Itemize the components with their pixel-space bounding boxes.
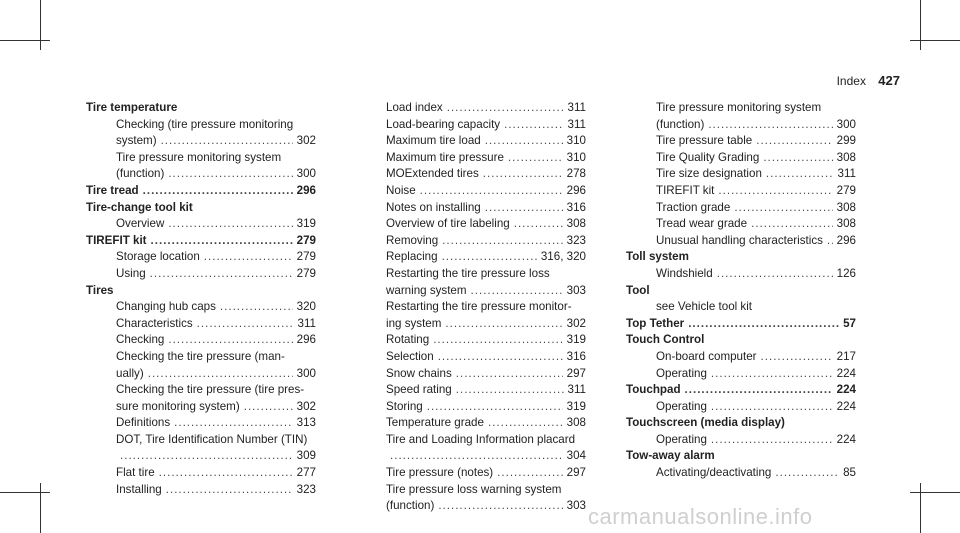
index-entry (86, 150, 316, 167)
entry-text: sure monitoring system) (116, 399, 240, 413)
leader-dots (766, 166, 834, 183)
page-reference[interactable]: 224 (836, 399, 856, 413)
entry-text: (function) (386, 499, 435, 513)
entry-text: Tire Quality Grading (656, 150, 760, 164)
entry-text: Using (116, 266, 146, 280)
leader-dots (711, 366, 833, 383)
entry-text: Tire pressure monitoring system (116, 150, 282, 164)
entry-text: TIREFIT kit (656, 183, 715, 197)
page-reference[interactable]: 319 (566, 333, 586, 347)
crop-mark (40, 483, 41, 533)
entry-text: Touchscreen (media display) (626, 416, 785, 430)
index-entry (86, 316, 316, 333)
leader-dots (471, 283, 563, 300)
index-heading (626, 382, 856, 399)
index-entry (86, 349, 316, 366)
page-reference[interactable]: 296 (566, 183, 586, 197)
index-heading (86, 283, 316, 300)
leader-dots (420, 183, 563, 200)
index-entry (86, 465, 316, 482)
entry-text: Replacing (386, 250, 438, 264)
leader-dots (508, 150, 563, 167)
leader-dots (763, 150, 832, 167)
leader-dots (197, 316, 294, 333)
leader-dots (456, 382, 564, 399)
crop-mark (920, 483, 921, 533)
index-entry (86, 399, 316, 416)
index-entry (626, 233, 856, 250)
index-entry (356, 150, 586, 167)
index-entry (86, 133, 316, 150)
page-reference[interactable]: 319 (296, 217, 316, 231)
index-entry (86, 332, 316, 349)
index-entry (626, 100, 856, 117)
page-reference[interactable]: 311 (567, 383, 586, 397)
page-reference[interactable]: 316 (566, 349, 586, 363)
index-entry (356, 349, 586, 366)
leader-dots (497, 465, 562, 482)
entry-text: Tires (86, 283, 114, 297)
leader-dots (756, 133, 832, 150)
index-entry (356, 100, 586, 117)
index-entry (626, 432, 856, 449)
index-heading (626, 283, 856, 300)
page-reference[interactable]: 310 (566, 150, 586, 164)
leader-dots (390, 448, 563, 465)
page-reference[interactable]: 311 (567, 101, 586, 114)
index-heading (86, 200, 316, 217)
crop-mark (0, 492, 50, 493)
entry-text: Changing hub caps (116, 300, 216, 314)
index-heading (626, 448, 856, 465)
entry-text: Removing (386, 233, 439, 247)
leader-dots (734, 200, 832, 217)
index-entry (626, 399, 856, 416)
entry-text: Touchpad (626, 383, 681, 397)
entry-text: (function) (116, 167, 165, 181)
index-entry (356, 465, 586, 482)
page-reference[interactable]: 296 (836, 233, 856, 247)
index-heading (626, 316, 856, 333)
page-reference[interactable]: 308 (566, 416, 586, 430)
index-entry (86, 166, 316, 183)
leader-dots (711, 432, 833, 449)
page-reference[interactable]: 299 (836, 134, 856, 148)
entry-text: Tire temperature (86, 101, 178, 114)
leader-dots (438, 349, 563, 366)
leader-dots (148, 366, 293, 383)
section-label: Index (836, 74, 866, 88)
leader-dots (688, 316, 839, 333)
crop-mark (40, 0, 41, 50)
index-entry (86, 432, 316, 449)
entry-text: Tire pressure table (656, 134, 753, 148)
leader-dots (244, 399, 293, 416)
entry-text: Restarting the tire pressure monitor- (386, 300, 572, 314)
page-reference[interactable]: 320 (296, 300, 316, 314)
index-entry (626, 183, 856, 200)
entry-text: Speed rating (386, 383, 452, 397)
leader-dots (775, 465, 839, 482)
leader-dots (168, 332, 292, 349)
page-reference[interactable]: 308 (836, 217, 856, 231)
crop-mark (920, 0, 921, 50)
leader-dots (168, 216, 292, 233)
leader-dots (150, 266, 293, 283)
page-reference[interactable]: 311 (837, 167, 856, 181)
page-reference[interactable]: 316, 320 (540, 250, 586, 264)
entry-text: Load-bearing capacity (386, 117, 501, 131)
index-entry (626, 150, 856, 167)
index-heading (626, 415, 856, 432)
entry-text: ually) (116, 366, 144, 380)
entry-text: Maximum tire load (386, 134, 481, 148)
leader-dots (166, 482, 293, 499)
leader-dots (504, 117, 563, 134)
leader-dots (204, 249, 293, 266)
leader-dots (761, 349, 833, 366)
entry-text: Operating (656, 399, 707, 413)
entry-text: Overview of tire labeling (386, 217, 510, 231)
page-reference[interactable]: 279 (836, 183, 856, 197)
entry-text: Overview (116, 217, 165, 231)
page-header (837, 73, 900, 88)
leader-dots (442, 233, 562, 250)
page-reference[interactable]: 303 (566, 499, 586, 513)
page-reference[interactable]: 224 (836, 432, 856, 446)
entry-text: Traction grade (656, 200, 731, 214)
entry-text: Notes on installing (386, 200, 481, 214)
index-entry (356, 399, 586, 416)
entry-text: system) (116, 134, 157, 148)
page-reference[interactable]: 304 (566, 449, 586, 463)
page-reference[interactable]: 279 (296, 233, 316, 247)
index-entry (626, 366, 856, 383)
page-reference[interactable]: 277 (296, 466, 316, 480)
entry-text: Load index (386, 101, 443, 114)
entry-text: Snow chains (386, 366, 452, 380)
leader-dots (427, 399, 563, 416)
page-reference[interactable]: 323 (566, 233, 586, 247)
page-reference[interactable]: 57 (843, 316, 856, 330)
leader-dots (120, 448, 293, 465)
entry-text: Definitions (116, 416, 171, 430)
index-entry (356, 366, 586, 383)
index-entry (626, 465, 856, 482)
index-entry (356, 482, 586, 499)
entry-text: Characteristics (116, 316, 193, 330)
page-reference[interactable]: 296 (296, 183, 316, 197)
page-number: 427 (878, 73, 900, 88)
page-reference[interactable]: 126 (836, 266, 856, 280)
entry-text: Tread wear grade (656, 217, 748, 231)
page-reference[interactable]: 308 (836, 200, 856, 214)
index-entry (356, 249, 586, 266)
index-entry (86, 448, 316, 465)
entry-text: Checking the tire pressure (tire pres- (116, 383, 305, 397)
page-reference[interactable]: 302 (296, 134, 316, 148)
index-entry (86, 299, 316, 316)
page-reference[interactable]: 316 (566, 200, 586, 214)
index-heading (86, 233, 316, 250)
page-reference[interactable]: 279 (296, 266, 316, 280)
leader-dots (751, 216, 833, 233)
page-reference[interactable]: 319 (566, 399, 586, 413)
page-reference[interactable]: 297 (566, 466, 586, 480)
entry-text: Operating (656, 366, 707, 380)
watermark: carmanualsonline.info (588, 504, 813, 529)
index-entry (626, 266, 856, 283)
entry-text: Maximum tire pressure (386, 150, 504, 164)
leader-dots (220, 299, 293, 316)
entry-text: Unusual handling characteristics (656, 233, 823, 247)
page-reference[interactable]: 85 (843, 466, 856, 480)
index-entry (626, 216, 856, 233)
page-reference[interactable]: 313 (296, 416, 316, 430)
index-entry (356, 382, 586, 399)
page-reference[interactable]: 279 (296, 250, 316, 264)
index-entry (356, 498, 586, 515)
page-reference[interactable]: 224 (836, 383, 856, 397)
leader-dots (485, 200, 563, 217)
leader-dots (685, 382, 833, 399)
leader-dots (161, 133, 293, 150)
entry-text: Installing (116, 482, 162, 496)
leader-dots (514, 216, 563, 233)
entry-text: Tow-away alarm (626, 449, 715, 463)
index-entry (626, 133, 856, 150)
page-reference[interactable]: 302 (296, 399, 316, 413)
page-reference[interactable]: 311 (297, 316, 316, 330)
entry-text: Touch Control (626, 333, 705, 347)
entry-text: Top Tether (626, 316, 685, 330)
leader-dots (433, 332, 562, 349)
entry-text: Selection (386, 349, 434, 363)
entry-text: Tire-change tool kit (86, 200, 193, 214)
page-reference[interactable]: 311 (567, 117, 586, 131)
entry-text: TIREFIT kit (86, 233, 147, 247)
entry-text: Rotating (386, 333, 430, 347)
crop-mark (0, 40, 50, 41)
leader-dots (718, 183, 832, 200)
index-entry (356, 415, 586, 432)
entry-text: Temperature grade (386, 416, 484, 430)
entry-text: Restarting the tire pressure loss (386, 266, 550, 280)
entry-text: warning system (386, 283, 467, 297)
index-entry (86, 266, 316, 283)
entry-text: Tire size designation (656, 167, 762, 181)
leader-dots (159, 465, 293, 482)
page-reference[interactable]: 303 (566, 283, 586, 297)
index-entry (356, 299, 586, 316)
page-reference[interactable]: 310 (566, 134, 586, 148)
page-reference[interactable]: 300 (836, 117, 856, 131)
index-entry (356, 332, 586, 349)
index-column-3 (626, 100, 856, 482)
index-entry (356, 216, 586, 233)
leader-dots (174, 415, 293, 432)
index-entry (356, 183, 586, 200)
entry-text: MOExtended tires (386, 167, 479, 181)
entry-text: Tire pressure (notes) (386, 466, 494, 480)
index-entry (626, 299, 856, 316)
entry-text: Checking (116, 333, 165, 347)
index-column-2 (356, 100, 586, 515)
entry-text: On-board computer (656, 349, 757, 363)
index-entry (356, 266, 586, 283)
index-entry (626, 200, 856, 217)
page-reference[interactable]: 302 (566, 316, 586, 330)
page-reference[interactable]: 308 (566, 217, 586, 231)
entry-text: Tire pressure monitoring system (656, 101, 822, 114)
leader-dots (445, 316, 562, 333)
leader-dots (483, 166, 563, 183)
index-entry (86, 216, 316, 233)
page-reference[interactable]: 296 (296, 333, 316, 347)
leader-dots (151, 233, 293, 250)
leader-dots (708, 117, 832, 134)
index-entry (356, 166, 586, 183)
index-entry (356, 448, 586, 465)
entry-text: Activating/deactivating (656, 466, 772, 480)
leader-dots (711, 399, 833, 416)
page-reference[interactable]: 309 (296, 449, 316, 463)
leader-dots (168, 166, 292, 183)
page-reference[interactable]: 308 (836, 150, 856, 164)
entry-text: Tire pressure loss warning system (386, 482, 562, 496)
entry-text: Tire tread (86, 183, 139, 197)
entry-text: see Vehicle tool kit (656, 300, 753, 314)
index-entry (356, 283, 586, 300)
leader-dots (485, 133, 563, 150)
crop-mark (910, 40, 960, 41)
entry-text: Tire and Loading Information placard (386, 432, 576, 446)
entry-text: Toll system (626, 250, 689, 264)
entry-text: Storage location (116, 250, 200, 264)
entry-text: Flat tire (116, 466, 155, 480)
index-entry (356, 316, 586, 333)
leader-dots (143, 183, 293, 200)
index-heading (626, 332, 856, 349)
leader-dots (456, 366, 563, 383)
index-column-1 (86, 100, 316, 498)
leader-dots (442, 249, 537, 266)
index-entry (356, 200, 586, 217)
index-entry (356, 432, 586, 449)
index-entry (626, 117, 856, 134)
index-entry (86, 482, 316, 499)
crop-mark (910, 492, 960, 493)
page-reference[interactable]: 300 (296, 366, 316, 380)
page-reference[interactable]: 217 (836, 349, 856, 363)
index-entry (86, 117, 316, 134)
entry-text: Windshield (656, 266, 713, 280)
index-heading (86, 100, 316, 117)
index-entry (356, 117, 586, 134)
index-entry (86, 415, 316, 432)
entry-text: Checking the tire pressure (man- (116, 349, 285, 363)
leader-dots (827, 233, 833, 250)
entry-text: Noise (386, 183, 416, 197)
entry-text: Tool (626, 283, 650, 297)
index-entry (86, 382, 316, 399)
index-entry (356, 133, 586, 150)
index-entry (86, 249, 316, 266)
leader-dots (717, 266, 833, 283)
page-reference[interactable]: 224 (836, 366, 856, 380)
index-heading (626, 249, 856, 266)
leader-dots (488, 415, 563, 432)
index-entry (86, 366, 316, 383)
index-heading (86, 183, 316, 200)
page-reference[interactable]: 300 (296, 167, 316, 181)
leader-dots (447, 100, 564, 117)
entry-text: Checking (tire pressure monitoring (116, 117, 294, 131)
entry-text: Operating (656, 432, 707, 446)
index-entry (356, 233, 586, 250)
entry-text: DOT, Tire Identification Number (TIN) (116, 432, 308, 446)
page-reference[interactable]: 278 (566, 167, 586, 181)
entry-text: ing system (386, 316, 442, 330)
page-reference[interactable]: 323 (296, 482, 316, 496)
page-reference[interactable]: 297 (566, 366, 586, 380)
entry-text: Storing (386, 399, 423, 413)
entry-text: (function) (656, 117, 705, 131)
index-entry (626, 349, 856, 366)
index-entry (626, 166, 856, 183)
leader-dots (438, 498, 562, 515)
